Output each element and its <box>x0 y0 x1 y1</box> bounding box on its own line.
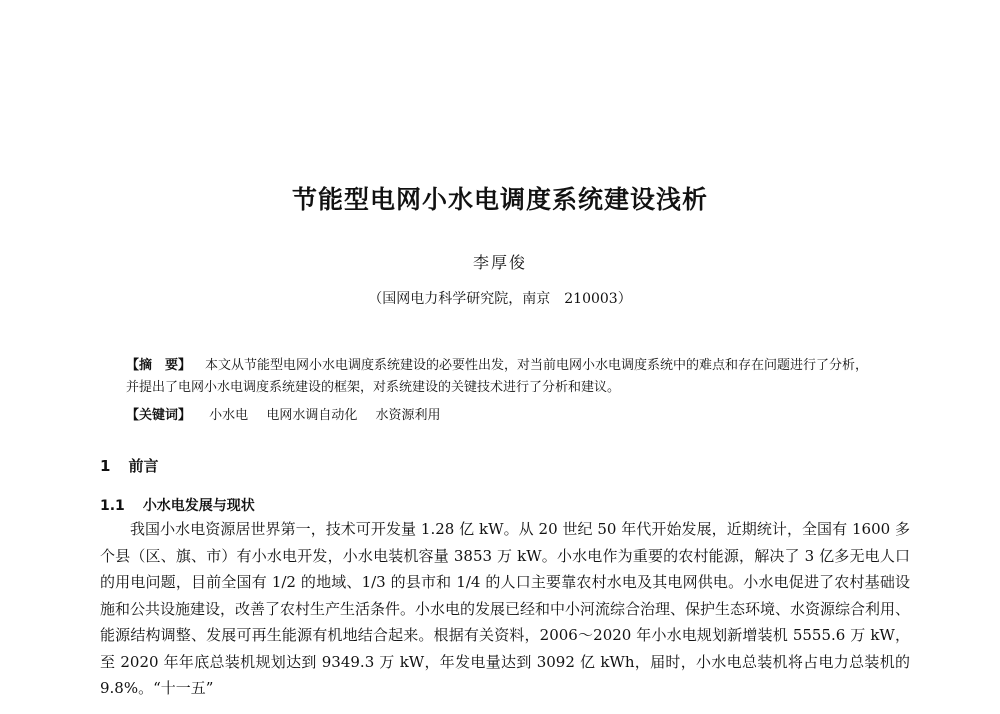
keywords <box>126 404 454 423</box>
subsection-heading <box>100 495 255 515</box>
author-affiliation: （国网电力科学研究院，南京 210003） <box>368 291 632 307</box>
abstract-label: 【摘 要】 <box>126 358 192 373</box>
section-number: 1 <box>100 457 111 475</box>
keyword: 水资源利用 <box>375 408 441 423</box>
section-title: 前言 <box>128 457 159 475</box>
section-heading <box>100 455 158 476</box>
subsection-title: 小水电发展与现状 <box>142 498 255 514</box>
keyword: 电网水调自动化 <box>266 408 358 423</box>
author-name: 李厚俊 <box>472 253 527 272</box>
abstract <box>126 355 874 399</box>
abstract-text: 本文从节能型电网小水电调度系统建设的必要性出发，对当前电网小水电调度系统中的难点和存在问题进行了分析，并提出了电网小水电调度系统建设的框架，对系统建设的关键技术进行了分析和建议。 <box>126 358 869 395</box>
body-paragraph: 我国小水电资源居世界第一，技术可开发量 1.28 亿 kW。从 20 世纪 50 年代开始发展，近期统计，全国有 1600 多个县（区、旗、市）有小水电开发，小水电装机容量 3853 万 kW。小水电作为重要的农村能源，解决了 3 亿多无电人口的用电问题，目前全国有 1/2 的地域、1/3 的县市和 1/4 的人口主要靠农村水电及其电网供电。小水电促进了农村基础设施和公共设施建设，改善了农村生产生活条件。小水电的发展已经和中小河流综合治理、保护生态环境、水资源综合利用、能源结构调整、发展可再生能源有机地结合起来。根据有关资料，2006～2020 年小水电规划新增装机 5555.6 万 kW，至 2020 年年底总装机规划达到 9349.3 万 kW，年发电量达到 3092 亿 kWh，届时，小水电总装机将占电力总装机的 9.8%。“十一五” <box>100 520 911 697</box>
paper-title: 节能型电网小水电调度系统建设浅析 <box>291 185 708 214</box>
subsection-number: 1.1 <box>100 498 125 514</box>
keywords-label: 【关键词】 <box>126 408 192 423</box>
keyword: 小水电 <box>209 408 249 423</box>
